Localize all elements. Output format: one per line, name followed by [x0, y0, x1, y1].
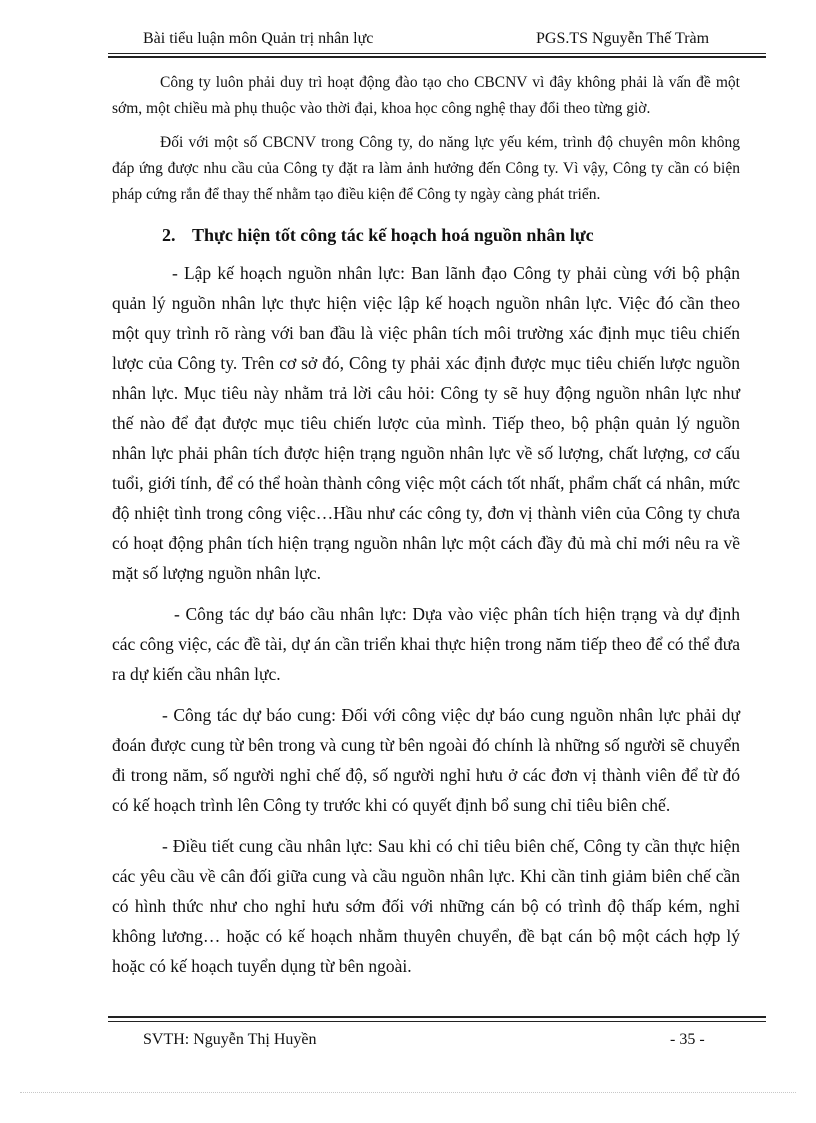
paragraph-training: Công ty luôn phải duy trì hoạt động đào tạo cho CBCNV vì đây không phải là vấn đề một sớm, một chiều mà phụ thuộc vào thời đại, khoa học công nghệ thay đổi theo từng giờ. — [112, 74, 740, 117]
paragraph-replacement: Đối với một số CBCNV trong Công ty, do năng lực yếu kém, trình độ chuyên môn không đáp ứng được nhu cầu của Công ty đặt ra làm ảnh hưởng đến Công ty. Vì vậy, Công ty cần có biện pháp cứng rắn để thay thế nhằm tạo điều kiện để Công ty ngày càng phát triển. — [112, 134, 740, 203]
footer-student: SVTH: Nguyễn Thị Huyền — [143, 1031, 317, 1048]
page-edge-dotted — [20, 1092, 796, 1093]
paragraph-supply-forecast: - Công tác dự báo cung: Đối với công việc dự báo cung nguồn nhân lực phải dự đoán được cung từ bên trong và cung từ bên ngoài đó chính là những số người sẽ chuyển đi trong năm, số người nghỉ chế độ, số người nghỉ hưu ở các đơn vị thành viên để từ đó có kế hoạch trình lên Công ty trước khi có quyết định bổ sung chỉ tiêu biên chế. — [112, 705, 740, 815]
header-course-title: Bài tiểu luận môn Quản trị nhân lực — [143, 30, 374, 47]
header-divider-thick — [108, 56, 766, 58]
section-heading — [162, 222, 740, 248]
page-body — [112, 70, 740, 981]
section-title: Thực hiện tốt công tác kế hoạch hoá nguồn nhân lực — [192, 225, 594, 245]
paragraph-balance: - Điều tiết cung cầu nhân lực: Sau khi có chỉ tiêu biên chế, Công ty cần thực hiện các yêu cầu về cân đối giữa cung và cầu nguồn nhân lực. Khi cần tinh giảm biên chế cần có hình thức như cho nghỉ hưu sớm đối với những cán bộ có trình độ thấp kém, nghỉ không lương… hoặc có kế hoạch nhằm thuyên chuyển, đề bạt cán bộ một cách hợp lý hoặc có kế hoạch tuyển dụng từ bên ngoài. — [112, 836, 740, 976]
header-divider — [108, 53, 766, 54]
paragraph-demand-forecast: - Công tác dự báo cầu nhân lực: Dựa vào việc phân tích hiện trạng và dự định các công việc, các đề tài, dự án cần triển khai thực hiện trong năm tiếp theo để có thể đưa ra dự kiến cầu nhân lực. — [112, 604, 740, 684]
header-instructor: PGS.TS Nguyễn Thế Tràm — [536, 30, 710, 47]
paragraph-hr-planning: - Lập kế hoạch nguồn nhân lực: Ban lãnh đạo Công ty phải cùng với bộ phận quản lý nguồn nhân lực thực hiện việc lập kế hoạch nguồn nhân lực. Việc đó cần theo một quy trình rõ ràng với ban đầu là việc phân tích môi trường xác định mục tiêu chiến lược của Công ty. Trên cơ sở đó, Công ty phải xác định được mục tiêu chiến lược nguồn nhân lực. Mục tiêu này nhằm trả lời câu hỏi: Công ty sẽ huy động nguồn nhân lực như thế nào để đạt được mục tiêu chiến lược của mình. Tiếp theo, bộ phận quản lý nguồn nhân lực phải phân tích được hiện trạng nguồn nhân lực về số lượng, chất lượng, cơ cấu tuổi, giới tính, để có thể hoàn thành công việc một cách tốt nhất, phẩm chất cá nhân, mức độ nhiệt tình trong công việc…Hầu như các công ty, đơn vị thành viên của Công ty chưa có hoạt động phân tích hiện trạng nguồn nhân lực một cách đầy đủ mà chỉ mới nêu ra về mặt số lượng nguồn nhân lực. — [112, 263, 740, 583]
footer-divider-thick — [108, 1016, 766, 1018]
footer-divider — [108, 1021, 766, 1022]
section-number: 2. — [162, 225, 176, 245]
page-number: - 35 - — [670, 1031, 705, 1048]
